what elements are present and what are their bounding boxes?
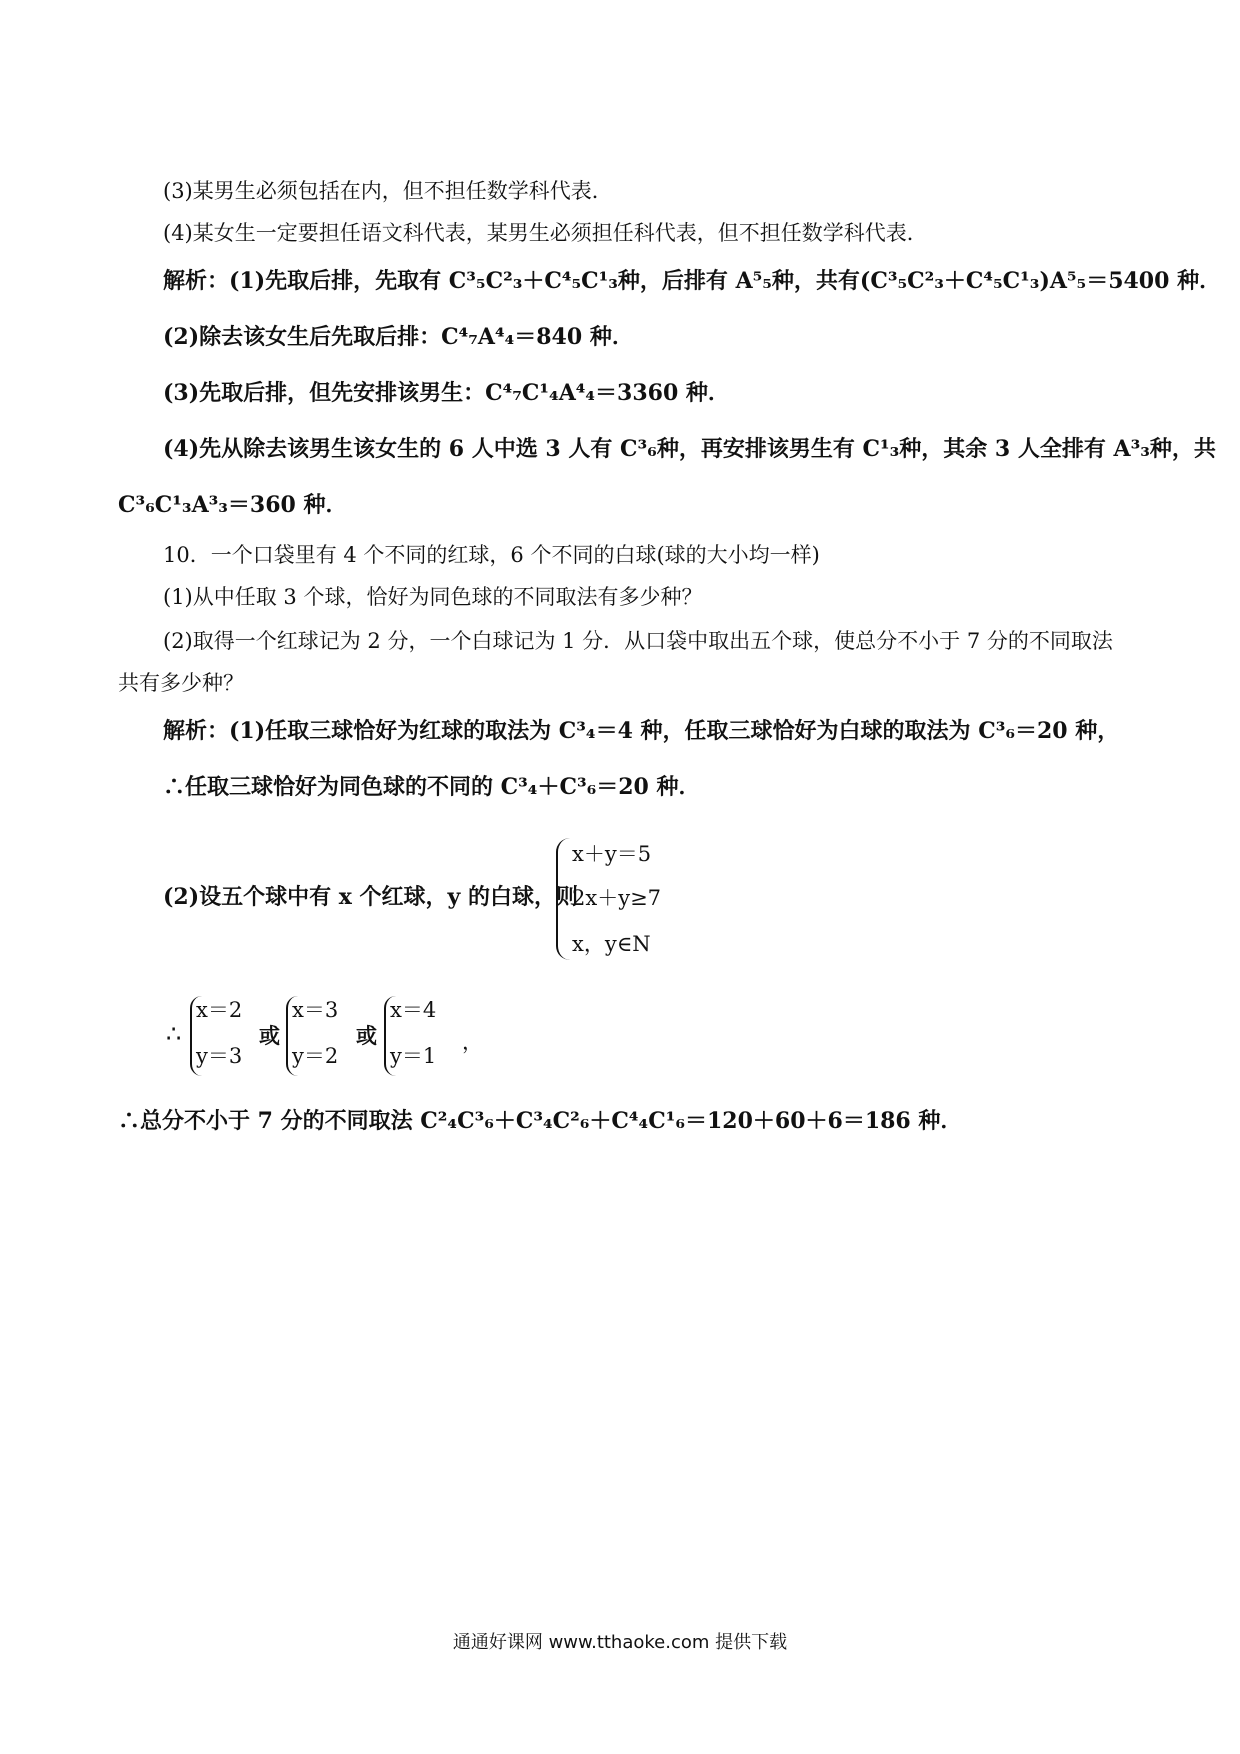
- solution-1-y: y＝3: [196, 1044, 243, 1068]
- question-part-4: (4)某女生一定要担任语文科代表，某男生必须担任科代表，但不担任数学科代表．: [163, 221, 928, 245]
- solution-10-part-2: (2)设五个球中有 x 个红球，y 的白球，则: [163, 884, 579, 910]
- solution-3-x: x＝4: [390, 998, 437, 1022]
- or-word-2: 或: [356, 1023, 377, 1048]
- solution-part-4: (4)先从除去该男生该女生的 6 人中选 3 人有 C³₆种，再安排该男生有 C¹₃种，其余 3 人全排有 A³₃种，共: [163, 436, 1216, 462]
- question-10-part-2: (2)取得一个红球记为 2 分，一个白球记为 1 分．从口袋中取出五个球，使总分不小于 7 分的不同取法: [163, 629, 1113, 653]
- solution-10-part-1-conclusion: ∴任取三球恰好为同色球的不同的 C³₄＋C³₆＝20 种．: [163, 774, 701, 800]
- solution-1-x: x＝2: [196, 998, 243, 1022]
- question-10-part-2-cont: 共有多少种？: [118, 671, 244, 695]
- solution-2-x: x＝3: [292, 998, 339, 1022]
- question-part-3: (3)某男生必须包括在内，但不担任数学科代表．: [163, 179, 613, 203]
- system-eq-2: 2x＋y≥7: [572, 886, 662, 910]
- solution-10-part-1: 解析：(1)任取三球恰好为红球的取法为 C³₄＝4 种，任取三球恰好为白球的取法为 C³₆＝20 种，: [163, 718, 1120, 744]
- solution-10-part-2-conclusion: ∴总分不小于 7 分的不同取法 C²₄C³₆＋C³₄C²₆＋C⁴₄C¹₆＝120＋60＋6＝186 种．: [118, 1108, 963, 1134]
- solution-2-y: y＝2: [292, 1044, 339, 1068]
- therefore-symbol: ∴: [166, 1020, 182, 1048]
- question-10-part-1: (1)从中任取 3 个球，恰好为同色球的不同取法有多少种？: [163, 585, 703, 609]
- solution-comma: ，: [462, 1030, 483, 1054]
- solution-part-3: (3)先取后排，但先安排该男生：C⁴₇C¹₄A⁴₄＝3360 种．: [163, 380, 730, 406]
- system-eq-3: x，y∈N: [572, 932, 651, 956]
- solution-part-2: (2)除去该女生后先取后排：C⁴₇A⁴₄＝840 种．: [163, 324, 634, 350]
- solution-part-1: 解析：(1)先取后排，先取有 C³₅C²₃＋C⁴₅C¹₃种，后排有 A⁵₅种，共有(C³₅C²₃＋C⁴₅C¹₃)A⁵₅＝5400 种．: [163, 268, 1222, 294]
- page-footer: 通通好课网 www.tthaoke.com 提供下载: [452, 1632, 788, 1653]
- system-eq-1: x＋y＝5: [572, 842, 652, 866]
- system-brace: [556, 838, 570, 960]
- solution-part-4-cont: C³₆C¹₃A³₃＝360 种．: [118, 492, 348, 518]
- solution-3-y: y＝1: [390, 1044, 437, 1068]
- or-word-1: 或: [259, 1023, 280, 1048]
- question-10: 10．一个口袋里有 4 个不同的红球，6 个不同的白球(球的大小均一样): [163, 543, 820, 567]
